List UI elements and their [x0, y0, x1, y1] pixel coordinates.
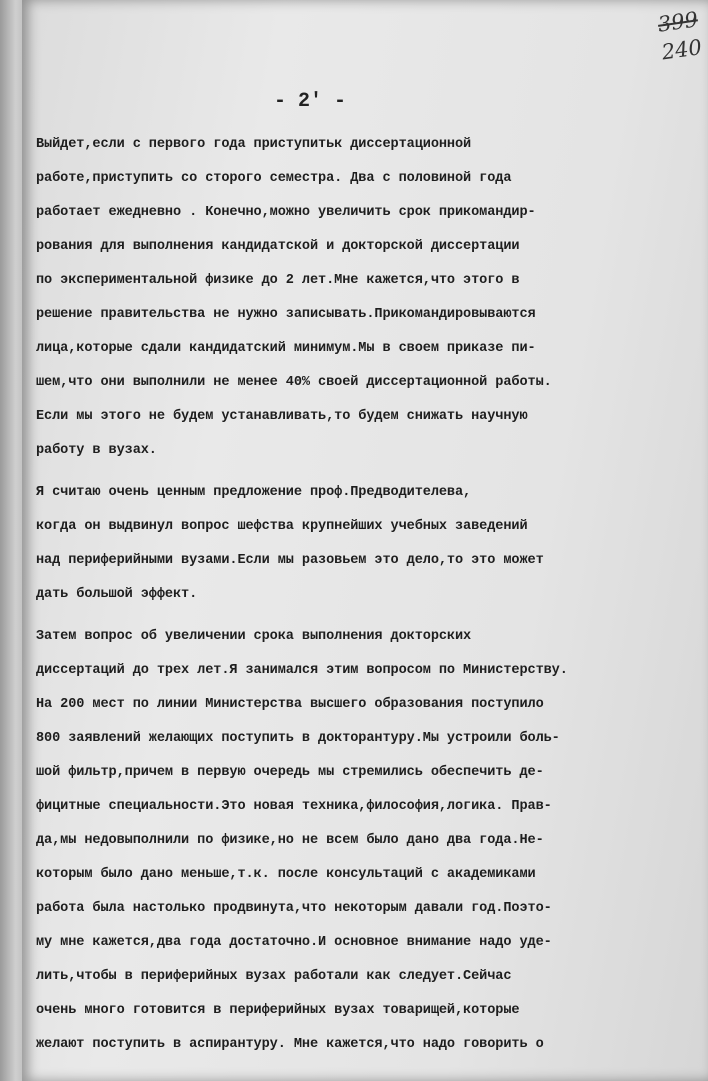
text-line: работа была настолько продвинута,что некоторым давали год.Поэто- [36, 901, 552, 916]
text-line: фицитные специальности.Это новая техника,философия,логика. Прав- [36, 799, 552, 814]
text-line: когда он выдвинул вопрос шефства крупнейших учебных заведений [36, 519, 528, 534]
paragraph-gap [36, 612, 708, 620]
archive-number-new: 240 [660, 35, 704, 65]
text-line: над периферийными вузами.Если мы разовьем это дело,то это может [36, 553, 544, 568]
text-line: Выйдет,если с первого года приступитьк диссертационной [36, 137, 472, 152]
text-line: му мне кажется,два года достаточно.И основное внимание надо уде- [36, 935, 552, 950]
text-line: шой фильтр,причем в первую очередь мы стремились обеспечить де- [36, 765, 544, 780]
text-line: Если мы этого не будем устанавливать,то будем снижать научную [36, 409, 528, 424]
text-line: лица,которые сдали кандидатский минимум.Мы в своем приказе пи- [36, 341, 536, 356]
paragraph-gap [36, 468, 708, 476]
typewritten-page [22, 0, 708, 1081]
text-line: 800 заявлений желающих поступить в докторантуру.Мы устроили боль- [36, 731, 560, 746]
text-line: работает ежедневно . Конечно,можно увеличить срок прикомандир- [36, 205, 536, 220]
text-line: по экспериментальной физике до 2 лет.Мне кажется,что этого в [36, 273, 520, 288]
text-line: решение правительства не нужно записывать.Прикомандировываются [36, 307, 536, 322]
text-line: диссертаций до трех лет.Я занимался этим вопросом по Министерству. [36, 663, 568, 678]
text-line: работу в вузах. [36, 443, 157, 458]
text-line: шем,что они выполнили не менее 40% своей диссертационной работы. [36, 375, 552, 390]
text-line: желают поступить в аспирантуру. Мне кажется,что надо говорить о [36, 1037, 544, 1052]
text-line: рования для выполнения кандидатской и докторской диссертации [36, 239, 520, 254]
text-line: На 200 мест по линии Министерства высшего образования поступило [36, 697, 544, 712]
text-line: дать большой эффект. [36, 587, 198, 602]
text-line: Я считаю очень ценным предложение проф.Предводителева, [36, 485, 472, 500]
text-line: очень много готовится в периферийных вузах товарищей,которые [36, 1003, 520, 1018]
text-line: которым было дано меньше,т.к. после консультаций с академиками [36, 867, 536, 882]
page-number: - 2ʹ - [274, 90, 347, 113]
text-line: Затем вопрос об увеличении срока выполнения докторских [36, 629, 472, 644]
archive-page-numbers [626, 5, 703, 70]
text-line: да,мы недовыполнили по физике,но не всем было дано два года.Не- [36, 833, 544, 848]
text-line: лить,чтобы в периферийных вузах работали как следует.Сейчас [36, 969, 512, 984]
archive-number-old: 399 [656, 7, 700, 37]
text-line: работе,приступить со сторого семестра. Два с половиной года [36, 171, 512, 186]
typed-text-body [36, 128, 708, 1062]
